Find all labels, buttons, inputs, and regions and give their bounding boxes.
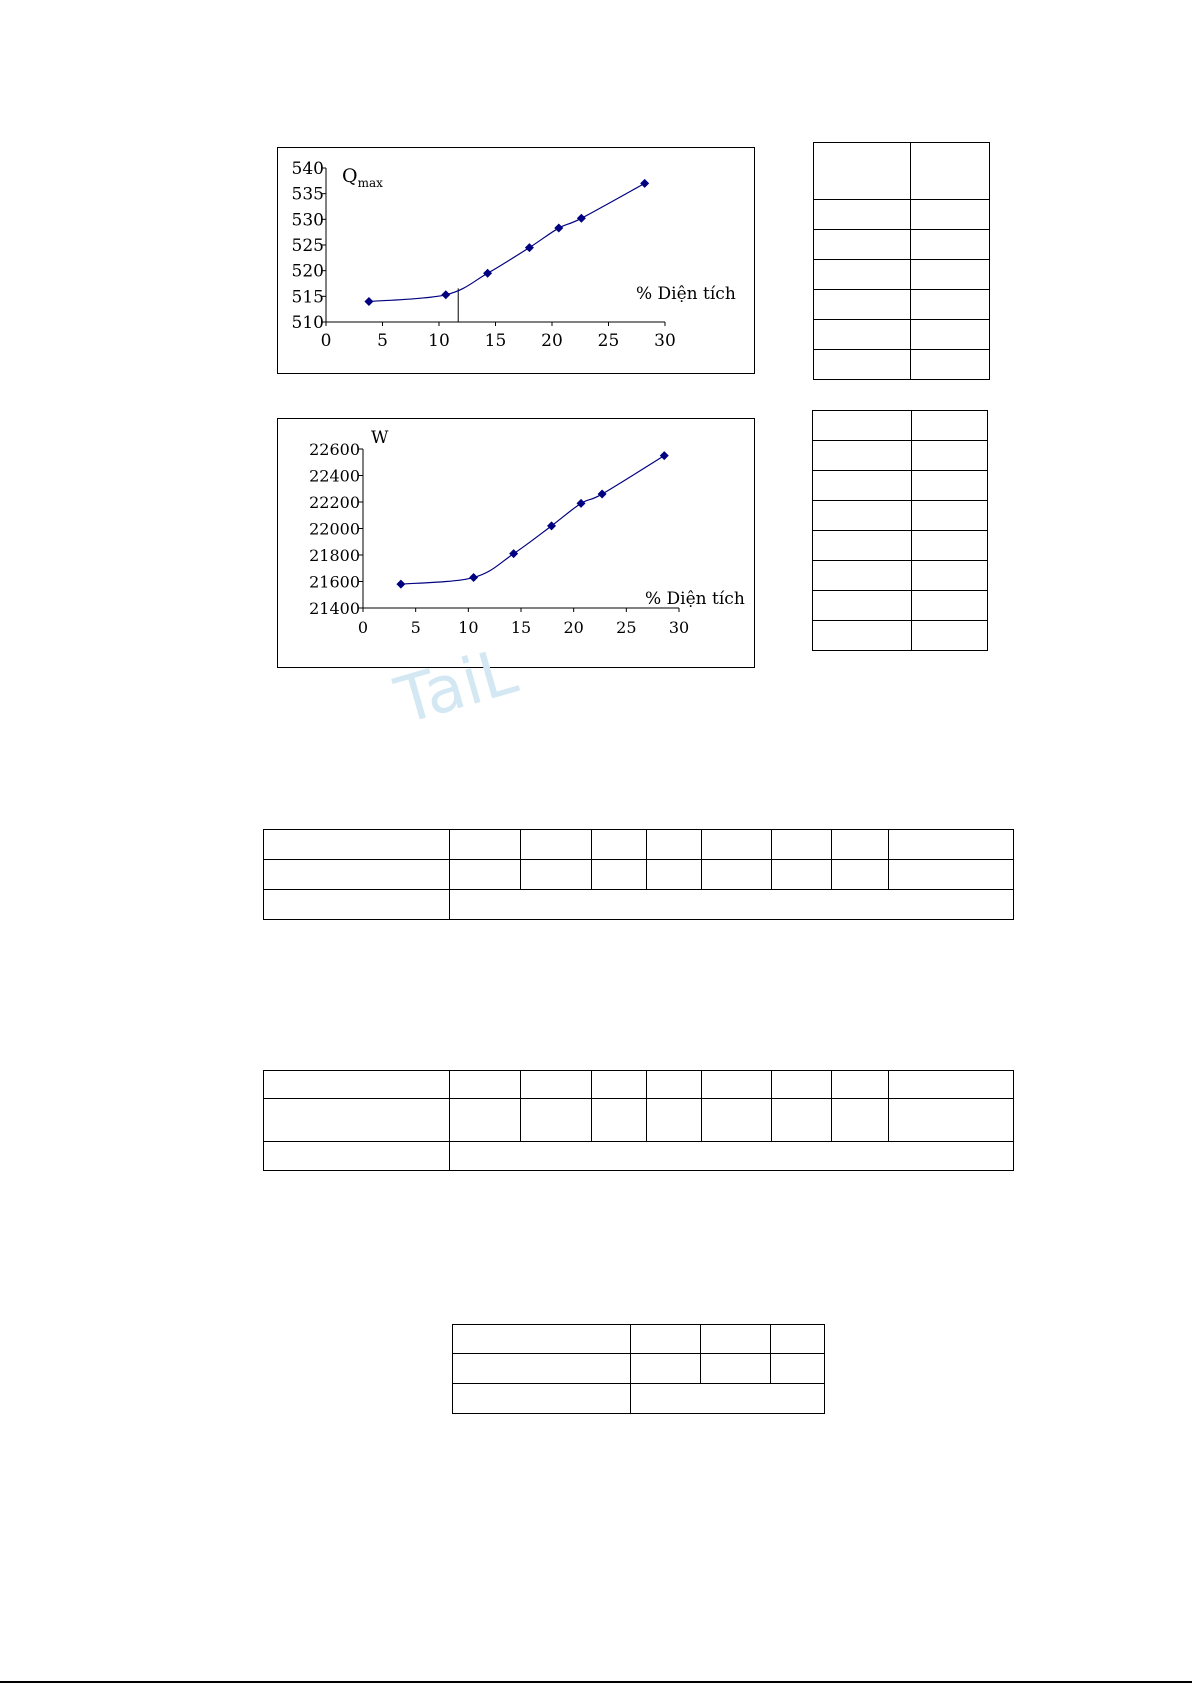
x-tick-label: 30 [668,618,690,637]
cell [911,290,990,320]
data-point [364,297,373,306]
x-tick-label: 15 [510,618,532,637]
cell [701,1325,771,1354]
x-tick-label: 25 [597,331,620,351]
cell [702,1071,772,1099]
cell [647,1099,702,1142]
cell [453,1354,631,1384]
cell [521,1071,592,1099]
cell [912,531,988,561]
chart-qmax-title: $Q_{max}$ [342,165,383,190]
cell [912,621,988,651]
cell [771,1325,825,1354]
chart-w-title: W [371,428,389,448]
data-point [396,580,405,589]
cell [631,1354,701,1384]
chart-qmax-annotation: % Diện tích [636,284,736,304]
series-line-w [401,456,664,585]
side-table-top [813,142,990,380]
data-point [509,549,518,558]
cell [450,1071,521,1099]
series-line-qmax [369,183,645,301]
cell [772,860,832,890]
cell [631,1325,701,1354]
y-tick-label: 21400 [309,599,360,618]
cell [702,1099,772,1142]
page-bottom-rule [0,1681,1192,1683]
cell [912,501,988,531]
data-point [469,573,478,582]
cell [911,200,990,230]
y-tick-label: 540 [291,159,324,179]
cell [832,860,889,890]
wide-table-2 [263,1070,1014,1171]
x-tick-label: 0 [357,618,369,637]
cell-merged [450,1142,1014,1171]
cell [702,860,772,890]
cell [814,320,911,350]
cell [450,830,521,860]
cell [592,860,647,890]
cell [813,471,912,501]
x-tick-label: 10 [428,331,450,351]
x-tick-label: 30 [654,331,676,351]
cell-merged [450,890,1014,920]
y-tick-label: 22200 [309,493,360,512]
cell [592,830,647,860]
data-point [598,490,607,499]
y-tick-label: 22600 [309,440,360,459]
cell [701,1354,771,1384]
y-tick-label: 520 [291,261,324,282]
cell [911,143,990,200]
data-point [554,224,563,233]
side-table-bottom [812,410,988,651]
cell [912,441,988,471]
y-tick-label: 21600 [309,572,360,592]
x-tick-label: 5 [410,618,421,637]
data-point [525,243,534,252]
cell [702,830,772,860]
cell [647,860,702,890]
data-point [483,269,492,278]
cell [889,830,1014,860]
cell [814,230,911,260]
y-tick-label: 525 [291,236,324,256]
cell [813,591,912,621]
data-point [577,214,586,223]
cell [264,1142,450,1171]
chart-qmax [277,147,755,374]
y-tick-label: 535 [291,184,324,205]
cell [889,1099,1014,1142]
cell [912,471,988,501]
cell [772,1099,832,1142]
y-tick-label: 22400 [309,466,360,486]
cell [453,1384,631,1414]
y-tick-label: 515 [291,287,324,308]
cell [832,1099,889,1142]
cell [264,890,450,920]
cell [911,350,990,380]
cell [813,621,912,651]
chart-qmax-svg [278,148,756,375]
cell [814,350,911,380]
cell [889,860,1014,890]
cell [813,561,912,591]
x-tick-label: 20 [563,618,584,637]
cell [889,1071,1014,1099]
x-tick-label: 15 [484,331,507,351]
cell [814,200,911,230]
x-tick-label: 5 [377,331,388,351]
cell [912,411,988,441]
cell [521,830,592,860]
y-tick-label: 530 [291,210,324,231]
cell [814,290,911,320]
cell [647,830,702,860]
cell [264,1071,450,1099]
wide-table-1 [263,829,1014,920]
cell [772,830,832,860]
cell [814,143,911,200]
data-point [577,499,586,508]
cell-merged [631,1384,825,1414]
chart-w-annotation: % Diện tích [645,589,745,609]
cell [832,830,889,860]
cell [813,501,912,531]
watermark: TaiL [388,634,525,740]
y-tick-label: 22000 [309,519,360,539]
x-tick-label: 0 [320,331,332,351]
cell [771,1354,825,1384]
cell [264,830,450,860]
cell [647,1071,702,1099]
small-table [452,1324,825,1414]
cell [592,1071,647,1099]
cell [813,441,912,471]
data-point [660,451,669,460]
cell [911,230,990,260]
x-tick-label: 20 [541,331,563,351]
data-point [640,179,649,188]
cell [450,1099,521,1142]
cell [772,1071,832,1099]
cell [814,260,911,290]
data-point [441,290,450,299]
cell [264,1099,450,1142]
cell [521,860,592,890]
cell [813,531,912,561]
cell [264,860,450,890]
y-tick-label: 21800 [309,546,360,565]
y-tick-label: 510 [291,313,324,333]
cell [912,561,988,591]
cell [592,1099,647,1142]
cell [912,591,988,621]
cell [911,260,990,290]
cell [813,411,912,441]
cell [832,1071,889,1099]
cell [911,320,990,350]
x-tick-label: 10 [458,618,479,637]
cell [521,1099,592,1142]
x-tick-label: 25 [616,618,637,637]
cell [453,1325,631,1354]
cell [450,860,521,890]
